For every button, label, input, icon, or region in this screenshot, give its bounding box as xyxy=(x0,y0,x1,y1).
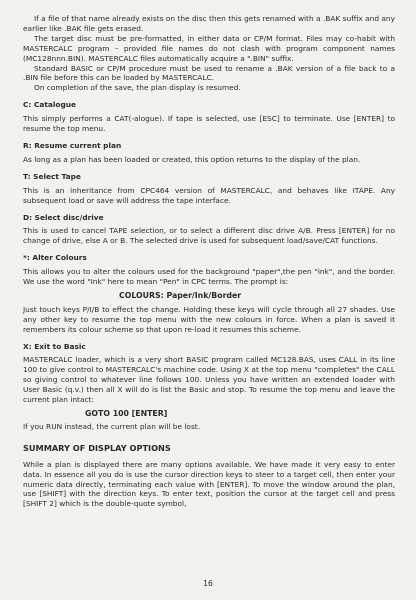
section-body-tape: This is an inheritance from CPC464 version of MASTERCALC, and behaves like ITAPE. Any subsequent load or save will address the tape interface. xyxy=(23,185,395,205)
section-body-catalogue: This simply performs a CAT(-alogue). If tape is selected, use [ESC] to terminate. Use [ENTER] to resume the top menu. xyxy=(23,114,395,134)
intro-paragraph-3: Standard BASIC or CP/M procedure must be used to rename a .BAK version of a file back to a .BIN file before this can be loaded by MASTERCALC. xyxy=(23,63,395,83)
intro-paragraph-4: On completion of the save, the plan display is resumed. xyxy=(34,83,241,93)
section-body-colours-2: Just touch keys P/I/B to effect the change. Holding these keys will cycle through all 27 shades. Use any other key to resume the top menu with the new colours in force. When a plan is saved it remembers its colour scheme so that upon re-load it resumes this scheme. xyxy=(23,304,395,334)
colours-prompt: COLOURS: Paper/Ink/Border xyxy=(119,290,242,300)
summary-body: While a plan is displayed there are many options available. We have made it very easy to enter data. In essence all you do is use the cursor direction keys to steer to a target cell, then enter your numeric data directly, terminating each value with [ENTER]. To move the window around the plan, use [SHIFT] with the direction keys. To enter text, position the cursor at the target cell and press [SHIFT 2] which is the double-quote symbol, xyxy=(23,459,395,509)
section-heading-colours: *: Alter Colours xyxy=(23,253,87,263)
section-body-disc: This is used to cancel TAPE selection, or to select a different disc drive A/B. Press [ENTER] for no change of drive, else A or B. The selected drive is used for subsequent load/save/CAT functions. xyxy=(23,226,395,246)
section-body-colours: This allows you to alter the colours used for the background "paper",the pen "ink", and the border. We use the word "Ink" here to mean "Pen" in CPC terms. The prompt is: xyxy=(23,267,395,287)
page-number: 16 xyxy=(203,579,213,588)
intro-paragraph-2: The target disc must be pre-formatted, in either data or CP/M format. Files may co-habit with MASTERCALC program – provided file names do not clash with program component names (MC128nnn.BIN). MASTERCALC files automatically acquire a ".BIN" suffix. xyxy=(23,33,395,63)
section-body-exit-2: If you RUN instead, the current plan will be lost. xyxy=(23,421,201,431)
section-heading-catalogue: C: Catalogue xyxy=(23,100,77,110)
section-heading-disc: D: Select disc/drive xyxy=(23,212,104,222)
section-body-exit: MASTERCALC loader, which is a very short BASIC program called MC128.BAS, uses CALL in its line 100 to give control to MASTERCALC's machine code. Using X at the top menu "completes" the CALL so giving control to whatever line follows 100. Unless you have written an extended loader with User Basic (q.v.) then all X will do is list the Basic and stop. To resume the top menu and leave the current plan intact: xyxy=(23,355,395,405)
summary-heading: SUMMARY OF DISPLAY OPTIONS xyxy=(23,442,171,453)
section-heading-tape: T: Select Tape xyxy=(23,171,81,181)
goto-command: GOTO 100 [ENTER] xyxy=(85,409,168,418)
section-heading-resume: R: Resume current plan xyxy=(23,140,122,150)
intro-paragraph-1: If a file of that name already exists on the disc then this gets renamed with a .BAK suffix and any earlier like .BAK file gets erased. xyxy=(23,14,395,33)
section-heading-exit: X: Exit to Basic xyxy=(23,341,86,351)
section-body-resume: As long as a plan has been loaded or created, this option returns to the display of the plan. xyxy=(23,154,361,164)
